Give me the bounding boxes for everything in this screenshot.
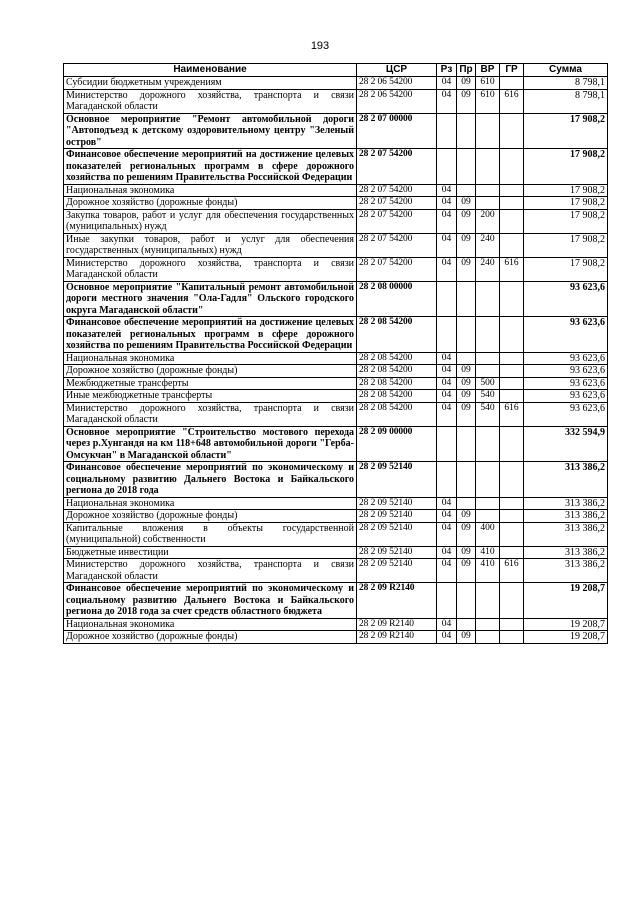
cell-name: Бюджетные инвестиции [64, 546, 357, 559]
cell-csr: 28 2 09 52140 [357, 522, 437, 546]
cell-pr: 09 [457, 89, 476, 113]
cell-rz: 04 [437, 257, 457, 281]
cell-sum: 313 386,2 [524, 510, 608, 523]
cell-name: Капитальные вложения в объекты государственной (муниципальной) собственности [64, 522, 357, 546]
header-name: Наименование [64, 64, 357, 77]
cell-name: Финансовое обеспечение мероприятий по экономическому и социальному развитию Дальнего Востока и Байкальского региона до 2018 года [64, 462, 357, 498]
cell-sum: 313 386,2 [524, 522, 608, 546]
cell-gr [500, 77, 524, 90]
cell-pr: 09 [457, 377, 476, 390]
cell-vr: 410 [476, 546, 500, 559]
cell-sum: 93 623,6 [524, 402, 608, 426]
cell-name: Субсидии бюджетным учреждениям [64, 77, 357, 90]
cell-sum: 17 908,2 [524, 209, 608, 233]
cell-vr [476, 197, 500, 210]
cell-name: Министерство дорожного хозяйства, транспорта и связи Магаданской области [64, 257, 357, 281]
cell-rz: 04 [437, 184, 457, 197]
cell-pr [457, 149, 476, 185]
cell-csr: 28 2 09 52140 [357, 559, 437, 583]
cell-csr: 28 2 06 54200 [357, 89, 437, 113]
cell-sum: 313 386,2 [524, 462, 608, 498]
table-row [64, 77, 608, 90]
cell-pr: 09 [457, 257, 476, 281]
table-row [64, 522, 608, 546]
cell-pr [457, 462, 476, 498]
cell-vr [476, 631, 500, 644]
cell-csr: 28 2 07 54200 [357, 233, 437, 257]
cell-sum: 19 208,7 [524, 631, 608, 644]
cell-name: Национальная экономика [64, 352, 357, 365]
cell-pr: 09 [457, 390, 476, 403]
cell-gr [500, 546, 524, 559]
cell-rz [437, 462, 457, 498]
cell-pr: 09 [457, 365, 476, 378]
cell-sum: 17 908,2 [524, 184, 608, 197]
cell-rz [437, 281, 457, 317]
cell-sum: 313 386,2 [524, 559, 608, 583]
cell-pr [457, 583, 476, 619]
cell-vr: 240 [476, 257, 500, 281]
cell-vr [476, 583, 500, 619]
cell-name: Дорожное хозяйство (дорожные фонды) [64, 631, 357, 644]
cell-gr [500, 317, 524, 353]
cell-name: Дорожное хозяйство (дорожные фонды) [64, 365, 357, 378]
table-row [64, 390, 608, 403]
cell-csr: 28 2 06 54200 [357, 77, 437, 90]
cell-vr [476, 184, 500, 197]
table-row [64, 233, 608, 257]
cell-gr: 616 [500, 559, 524, 583]
cell-sum: 17 908,2 [524, 197, 608, 210]
cell-sum: 93 623,6 [524, 390, 608, 403]
cell-gr [500, 631, 524, 644]
cell-csr: 28 2 09 52140 [357, 462, 437, 498]
cell-gr [500, 149, 524, 185]
table-row [64, 257, 608, 281]
header-row [64, 64, 608, 77]
cell-csr: 28 2 07 54200 [357, 209, 437, 233]
cell-sum: 17 908,2 [524, 113, 608, 149]
cell-vr: 540 [476, 402, 500, 426]
cell-rz [437, 317, 457, 353]
cell-rz: 04 [437, 233, 457, 257]
cell-vr: 410 [476, 559, 500, 583]
cell-name: Национальная экономика [64, 618, 357, 631]
cell-pr [457, 113, 476, 149]
cell-csr: 28 2 07 54200 [357, 257, 437, 281]
cell-gr [500, 377, 524, 390]
cell-sum: 19 208,7 [524, 583, 608, 619]
cell-pr: 09 [457, 631, 476, 644]
cell-csr: 28 2 08 54200 [357, 365, 437, 378]
cell-rz [437, 426, 457, 462]
cell-sum: 93 623,6 [524, 377, 608, 390]
cell-rz: 04 [437, 197, 457, 210]
cell-name: Иные закупки товаров, работ и услуг для обеспечения государственных (муниципальных) нужд [64, 233, 357, 257]
cell-pr [457, 618, 476, 631]
cell-sum: 313 386,2 [524, 546, 608, 559]
cell-rz: 04 [437, 546, 457, 559]
cell-sum: 93 623,6 [524, 281, 608, 317]
table-row [64, 583, 608, 619]
table-row [64, 184, 608, 197]
cell-pr: 09 [457, 197, 476, 210]
cell-rz: 04 [437, 365, 457, 378]
cell-csr: 28 2 09 R2140 [357, 583, 437, 619]
cell-gr [500, 365, 524, 378]
cell-gr [500, 510, 524, 523]
cell-rz [437, 583, 457, 619]
cell-csr: 28 2 09 00000 [357, 426, 437, 462]
table-row [64, 149, 608, 185]
table-row [64, 197, 608, 210]
cell-csr: 28 2 07 54200 [357, 197, 437, 210]
cell-gr [500, 618, 524, 631]
cell-vr: 540 [476, 390, 500, 403]
cell-pr: 09 [457, 402, 476, 426]
cell-sum: 17 908,2 [524, 233, 608, 257]
cell-rz: 04 [437, 497, 457, 510]
table-row [64, 631, 608, 644]
cell-sum: 19 208,7 [524, 618, 608, 631]
cell-vr [476, 618, 500, 631]
table-row [64, 559, 608, 583]
cell-sum: 313 386,2 [524, 497, 608, 510]
cell-name: Финансовое обеспечение мероприятий на достижение целевых показателей региональных программ в сфере дорожного хозяйства по решениям Правительства Российской Федерации [64, 317, 357, 353]
cell-gr [500, 184, 524, 197]
table-row [64, 281, 608, 317]
cell-csr: 28 2 07 00000 [357, 113, 437, 149]
table-row [64, 402, 608, 426]
cell-sum: 8 798,1 [524, 77, 608, 90]
cell-vr [476, 281, 500, 317]
cell-name: Дорожное хозяйство (дорожные фонды) [64, 510, 357, 523]
cell-rz: 04 [437, 559, 457, 583]
cell-name: Национальная экономика [64, 184, 357, 197]
cell-name: Иные межбюджетные трансферты [64, 390, 357, 403]
cell-pr: 09 [457, 546, 476, 559]
cell-csr: 28 2 08 54200 [357, 377, 437, 390]
cell-rz: 04 [437, 631, 457, 644]
cell-gr [500, 426, 524, 462]
cell-gr [500, 233, 524, 257]
cell-pr: 09 [457, 522, 476, 546]
cell-rz: 04 [437, 390, 457, 403]
cell-rz: 04 [437, 89, 457, 113]
header-sum: Сумма [524, 64, 608, 77]
cell-vr [476, 510, 500, 523]
cell-vr [476, 426, 500, 462]
cell-gr: 616 [500, 89, 524, 113]
table-row [64, 317, 608, 353]
cell-sum: 93 623,6 [524, 317, 608, 353]
header-vr: ВР [476, 64, 500, 77]
cell-rz: 04 [437, 510, 457, 523]
cell-sum: 93 623,6 [524, 352, 608, 365]
header-csr: ЦСР [357, 64, 437, 77]
cell-sum: 17 908,2 [524, 149, 608, 185]
cell-gr [500, 462, 524, 498]
cell-vr: 610 [476, 77, 500, 90]
table-row [64, 209, 608, 233]
table-row [64, 352, 608, 365]
cell-vr [476, 462, 500, 498]
cell-pr [457, 426, 476, 462]
cell-rz: 04 [437, 402, 457, 426]
table-body [64, 77, 608, 644]
cell-pr [457, 317, 476, 353]
cell-pr: 09 [457, 209, 476, 233]
cell-pr [457, 184, 476, 197]
cell-gr [500, 113, 524, 149]
cell-name: Межбюджетные трансферты [64, 377, 357, 390]
table-row [64, 426, 608, 462]
cell-gr: 616 [500, 402, 524, 426]
cell-csr: 28 2 09 52140 [357, 497, 437, 510]
table-row [64, 618, 608, 631]
cell-gr [500, 352, 524, 365]
cell-sum: 17 908,2 [524, 257, 608, 281]
cell-vr [476, 365, 500, 378]
table-row [64, 497, 608, 510]
cell-gr [500, 390, 524, 403]
budget-table [63, 63, 608, 644]
cell-rz: 04 [437, 209, 457, 233]
cell-csr: 28 2 08 00000 [357, 281, 437, 317]
cell-name: Закупка товаров, работ и услуг для обеспечения государственных (муниципальных) нужд [64, 209, 357, 233]
cell-csr: 28 2 08 54200 [357, 317, 437, 353]
cell-rz [437, 113, 457, 149]
table-row [64, 510, 608, 523]
cell-vr [476, 352, 500, 365]
cell-vr [476, 113, 500, 149]
cell-rz: 04 [437, 522, 457, 546]
cell-vr: 200 [476, 209, 500, 233]
cell-csr: 28 2 07 54200 [357, 149, 437, 185]
table-row [64, 546, 608, 559]
cell-name: Национальная экономика [64, 497, 357, 510]
page-number: 193 [310, 40, 330, 52]
cell-pr [457, 352, 476, 365]
cell-rz [437, 149, 457, 185]
cell-sum: 93 623,6 [524, 365, 608, 378]
cell-csr: 28 2 08 54200 [357, 390, 437, 403]
cell-vr: 610 [476, 89, 500, 113]
cell-vr [476, 317, 500, 353]
cell-gr: 616 [500, 257, 524, 281]
cell-pr: 09 [457, 559, 476, 583]
cell-sum: 332 594,9 [524, 426, 608, 462]
cell-name: Министерство дорожного хозяйства, транспорта и связи Магаданской области [64, 559, 357, 583]
header-gr: ГР [500, 64, 524, 77]
cell-pr [457, 497, 476, 510]
cell-csr: 28 2 08 54200 [357, 402, 437, 426]
table-row [64, 365, 608, 378]
table-row [64, 462, 608, 498]
cell-pr: 09 [457, 233, 476, 257]
header-pr: Пр [457, 64, 476, 77]
cell-csr: 28 2 09 52140 [357, 546, 437, 559]
cell-pr [457, 281, 476, 317]
cell-name: Министерство дорожного хозяйства, транспорта и связи Магаданской области [64, 89, 357, 113]
table-row [64, 377, 608, 390]
cell-vr: 240 [476, 233, 500, 257]
cell-name: Основное мероприятие "Капитальный ремонт автомобильной дороги местного значения "Ола-Гадля" Ольского городского округа Магаданской области" [64, 281, 357, 317]
cell-pr: 09 [457, 77, 476, 90]
cell-vr: 500 [476, 377, 500, 390]
cell-name: Основное мероприятие "Строительство мостового перехода через р.Хунгандя на км 118+648 автомобильной дороги "Герба-Омсукчан" в Магаданской области" [64, 426, 357, 462]
cell-vr [476, 149, 500, 185]
cell-vr: 400 [476, 522, 500, 546]
cell-gr [500, 522, 524, 546]
cell-csr: 28 2 07 54200 [357, 184, 437, 197]
cell-pr: 09 [457, 510, 476, 523]
table-row [64, 113, 608, 149]
cell-gr [500, 281, 524, 317]
cell-csr: 28 2 09 R2140 [357, 618, 437, 631]
cell-csr: 28 2 09 R2140 [357, 631, 437, 644]
cell-vr [476, 497, 500, 510]
cell-name: Министерство дорожного хозяйства, транспорта и связи Магаданской области [64, 402, 357, 426]
cell-name: Основное мероприятие "Ремонт автомобильной дороги "Автоподъезд к детскому оздоровительному центру "Зеленый остров" [64, 113, 357, 149]
cell-gr [500, 197, 524, 210]
cell-rz: 04 [437, 377, 457, 390]
cell-rz: 04 [437, 77, 457, 90]
cell-csr: 28 2 08 54200 [357, 352, 437, 365]
cell-csr: 28 2 09 52140 [357, 510, 437, 523]
cell-rz: 04 [437, 618, 457, 631]
cell-name: Финансовое обеспечение мероприятий на достижение целевых показателей региональных программ в сфере дорожного хозяйства по решениям Правительства Российской Федерации [64, 149, 357, 185]
cell-name: Дорожное хозяйство (дорожные фонды) [64, 197, 357, 210]
cell-gr [500, 209, 524, 233]
header-rz: Рз [437, 64, 457, 77]
cell-name: Финансовое обеспечение мероприятий по экономическому и социальному развитию Дальнего Востока и Байкальского региона до 2018 года за счет средств областного бюджета [64, 583, 357, 619]
table-row [64, 89, 608, 113]
cell-gr [500, 497, 524, 510]
cell-rz: 04 [437, 352, 457, 365]
cell-gr [500, 583, 524, 619]
cell-sum: 8 798,1 [524, 89, 608, 113]
